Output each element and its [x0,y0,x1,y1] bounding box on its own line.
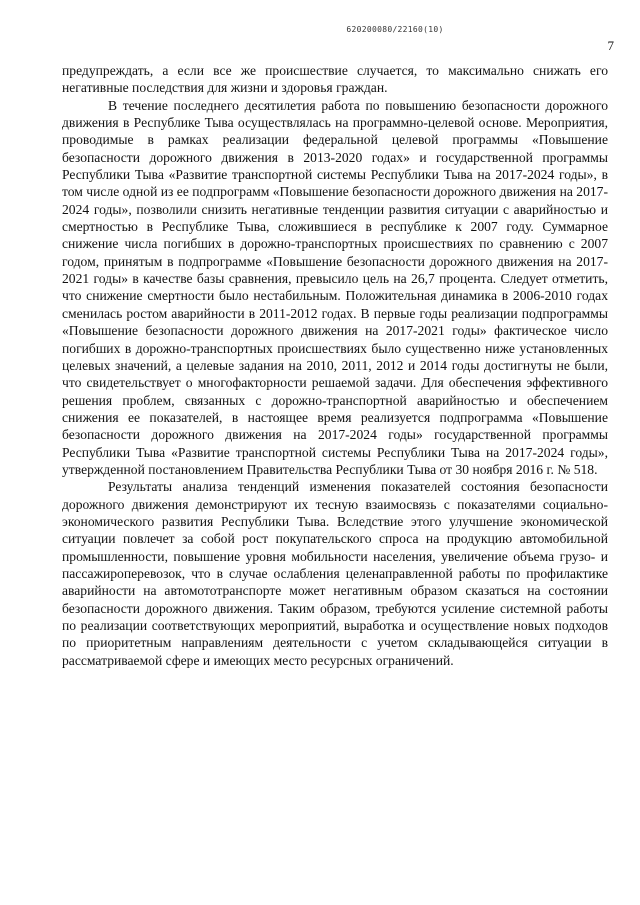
document-code: 620200080/22160(10) [346,25,444,34]
page-number: 7 [607,38,614,53]
document-body [62,62,608,669]
paragraph-program-history: В течение последнего десятилетия работа по повышению безопасности дорожного движения в Республике Тыва осуществлялась на программно-целевой основе. Мероприятия, проводимые в рамках реализации федеральной целевой программы «Повышение безопасности дорожного движения в 2013-2020 годах» и государственной программы Республики Тыва «Развитие транспортной системы Республики Тыва на 2017-2024 годы», в том числе одной из ее подпрограмм «Повышение безопасности дорожного движения на 2017-2024 годы», позволили снизить негативные тенденции развития ситуации с аварийностью и смертностью в Республике Тыва, сложившиеся в республике к 2007 году. Суммарное снижение числа погибших в дорожно-транспортных происшествиях по сравнению с 2007 годом, принятым в подпрограмме «Повышение безопасности дорожного движения на 2017-2021 годы» в качестве базы сравнения, превысило цель на 26,7 процента. Следует отметить, что снижение смертности было нестабильным. Положительная динамика в 2006-2010 годах сменилась ростом аварийности в 2011-2012 годах. В первые годы реализации подпрограммы «Повышение безопасности дорожного движения на 2017-2021 годы» фактическое число погибших в дорожно-транспортных происшествиях было существенно ниже установленных целевых значений, а целевые задания на 2010, 2011, 2012 и 2014 годы достигнуты не были, что свидетельствует о многофакторности решаемой задачи. Для обеспечения эффективного решения проблем, связанных с дорожно-транспортной аварийностью и обеспечением снижения ее показателей, в настоящее время реализуется подпрограмма «Повышение безопасности дорожного движения на 2017-2024 годы» государственной программы Республики Тыва «Развитие транспортной системы Республики Тыва на 2017-2024 годы», утвержденной постановлением Правительства Республики Тыва от 30 ноября 2016 г. № 518. [62,97,608,477]
paragraph-analysis-results: Результаты анализа тенденций изменения показателей состояния безопасности дорожного движения демонстрируют их тесную взаимосвязь с показателями социально-экономического развития Республики Тыва. Вследствие этого улучшение экономической ситуации повлечет за собой рост покупательского спроса на продукцию автомобильной промышленности, повышение уровня мобильности населения, увеличение объема грузо- и пассажироперевозок, что в случае ослабления целенаправленной работы по профилактике аварийности на автомототранспорте может негативным образом сказаться на состоянии безопасности дорожного движения. Таким образом, требуются усиление системной работы по реализации соответствующих мероприятий, выработка и осуществление новых подходов по приоритетным направлениям деятельности с учетом складывающейся ситуации в рассматриваемой сфере и имеющих место ресурсных ограничений. [62,479,608,668]
paragraph-continuation: предупреждать, а если все же происшествие случается, то максимально снижать его негативные последствия для жизни и здоровья граждан. [62,63,608,96]
